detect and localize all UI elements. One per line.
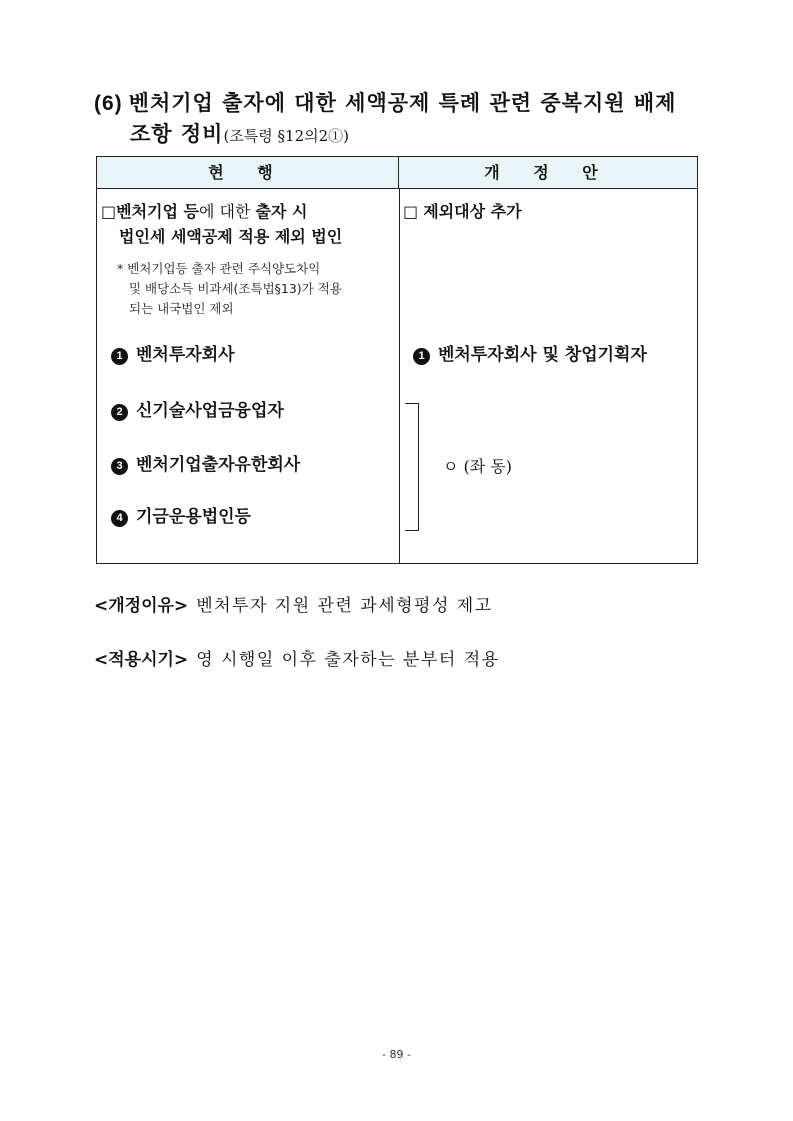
reason-label: <개정이유> [94, 596, 189, 616]
current-item-line2: 법인세 세액공제 적용 제외 법인 [119, 227, 343, 246]
section-number: (6) [94, 92, 123, 115]
effective-label: <적용시기> [94, 650, 189, 670]
list-item-label: 기금운용법인등 [136, 507, 251, 527]
list-item-label: 벤처기업출자유한회사 [136, 455, 301, 475]
note-line3: 되는 내국법인 제외 [129, 301, 234, 316]
numbered-circle-icon: 2 [111, 404, 128, 421]
current-list-item-1 [111, 343, 235, 367]
section-reference: (조특령 §12의2①) [223, 127, 350, 145]
comparison-table [96, 156, 698, 564]
effective-text: 영 시행일 이후 출자하는 분부터 적용 [196, 650, 500, 670]
current-note [117, 259, 397, 319]
list-item-label: 벤처투자회사 [136, 345, 235, 365]
current-item-bold1: 벤처기업 등 [116, 202, 199, 221]
header-revised: 개 정 안 [399, 157, 697, 189]
checkbox-square-icon: □ [101, 202, 117, 221]
numbered-circle-icon: 1 [111, 348, 128, 365]
column-divider [399, 189, 400, 563]
reason-text: 벤처투자 지원 관련 과세형평성 제고 [196, 596, 493, 616]
current-list-item-3 [111, 453, 300, 477]
section-heading [94, 88, 714, 151]
checkbox-square-icon: □ [403, 202, 419, 221]
current-item [101, 199, 397, 249]
current-list-item-2 [111, 399, 284, 423]
current-item-bold2: 출자 시 [255, 202, 308, 221]
current-item-normal: 에 대한 [198, 202, 256, 221]
numbered-circle-icon: 4 [111, 510, 128, 527]
revised-item [403, 199, 693, 224]
page-number: - 89 - [382, 1048, 411, 1061]
effective-date [94, 646, 500, 674]
header-current: 현 행 [97, 157, 399, 189]
same-as-left-text: ㅇ (좌 동) [443, 457, 513, 476]
list-item-label: 벤처투자회사 및 창업기획자 [438, 345, 647, 365]
section-title-line2: 조항 정비 [130, 122, 224, 146]
current-list-item-4 [111, 505, 251, 529]
note-line2: 및 배당소득 비과세(조특법§13)가 적용 [129, 281, 342, 296]
revised-item-text: 제외대상 추가 [423, 202, 522, 221]
note-line1: * 벤처기업등 출자 관련 주식양도차익 [117, 261, 321, 276]
list-item-label: 신기술사업금융업자 [136, 401, 284, 421]
numbered-circle-icon: 1 [413, 348, 430, 365]
numbered-circle-icon: 3 [111, 458, 128, 475]
bracket-line [405, 403, 419, 531]
revised-list-item-1 [413, 343, 647, 367]
section-title-line1: 벤처기업 출자에 대한 세액공제 특례 관련 중복지원 배제 [128, 91, 677, 115]
revision-reason [94, 592, 493, 620]
